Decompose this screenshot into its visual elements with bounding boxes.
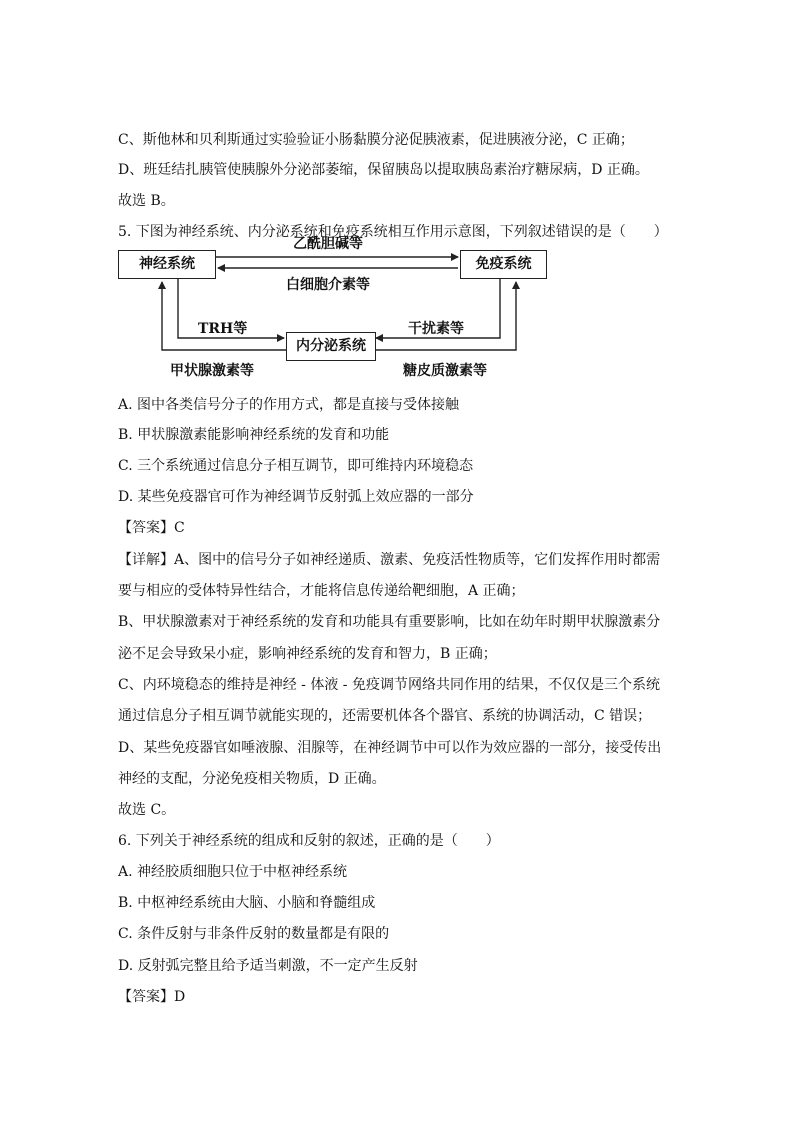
option-c: C. 三个系统通过信息分子相互调节，即可维持内环境稳态 (118, 458, 474, 474)
label-interleukin: 白细胞介素等 (286, 277, 370, 293)
label-cortisol: 糖皮质激素等 (403, 363, 487, 379)
option-d: D. 某些免疫器官可作为神经调节反射弧上效应器的一部分 (118, 489, 474, 505)
explanation-line: 神经的支配，分泌免疫相关物质，D 正确。 (118, 771, 386, 787)
explanation-line: D、某些免疫器官如唾液腺、泪腺等，在神经调节中可以作为效应器的一部分，接受传出 (118, 740, 662, 756)
label-trh: TRH等 (198, 321, 248, 337)
box-endocrine-system: 内分泌系统 (286, 332, 376, 361)
explanation-line: 要与相应的受体特异性结合，才能将信息传递给靶细胞，A 正确； (118, 583, 525, 599)
option-b: B. 中枢神经系统由大脑、小脑和脊髓组成 (118, 895, 376, 911)
label-thyroid-hormone: 甲状腺激素等 (170, 363, 254, 379)
answer-line: 【答案】D (118, 989, 186, 1005)
systems-interaction-diagram (118, 236, 558, 406)
question-5-stem: 5. 下图为神经系统、内分泌系统和免疫系统相互作用示意图，下列叙述错误的是（ ） (118, 224, 668, 240)
text-line: D、班廷结扎胰管使胰腺外分泌部萎缩，保留胰岛以提取胰岛素治疗糖尿病，D 正确。 (118, 162, 649, 178)
label-interferon: 干扰素等 (408, 321, 464, 337)
text-line: C、斯他林和贝利斯通过实验验证小肠黏膜分泌促胰液素，促进胰液分泌，C 正确； (118, 132, 634, 148)
text-line: 故选 B。 (118, 193, 175, 209)
box-nervous-system: 神经系统 (118, 250, 216, 279)
arrow-thyroid-hormone (162, 282, 286, 350)
option-a: A. 图中各类信号分子的作用方式，都是直接与受体接触 (118, 397, 460, 413)
label-acetylcholine: 乙酰胆碱等 (293, 236, 363, 252)
conclusion-line: 故选 C。 (118, 802, 176, 818)
option-a: A. 神经胶质细胞只位于中枢神经系统 (118, 864, 348, 880)
explanation-line: C、内环境稳态的维持是神经 - 体液 - 免疫调节网络共同作用的结果，不仅仅是三个系统 (118, 677, 660, 693)
option-c: C. 条件反射与非条件反射的数量都是有限的 (118, 926, 390, 942)
explanation-line: 通过信息分子相互调节就能实现的，还需要机体各个器官、系统的协调活动，C 错误； (118, 708, 652, 724)
explanation-line: B、甲状腺激素对于神经系统的发育和功能具有重要影响，比如在幼年时期甲状腺激素分 (118, 614, 661, 630)
arrow-cortisol (374, 282, 516, 350)
explanation-line: 泌不足会导致呆小症，影响神经系统的发育和智力，B 正确； (118, 646, 497, 662)
box-immune-system: 免疫系统 (460, 250, 547, 279)
option-b: B. 甲状腺激素能影响神经系统的发育和功能 (118, 427, 390, 443)
option-d: D. 反射弧完整且给予适当刺激，不一定产生反射 (118, 958, 418, 974)
explanation-line: 【详解】A、图中的信号分子如神经递质、激素、免疫活性物质等，它们发挥作用时都需 (118, 552, 661, 568)
question-6-stem: 6. 下列关于神经系统的组成和反射的叙述，正确的是（ ） (118, 833, 500, 849)
answer-line: 【答案】C (118, 520, 185, 536)
